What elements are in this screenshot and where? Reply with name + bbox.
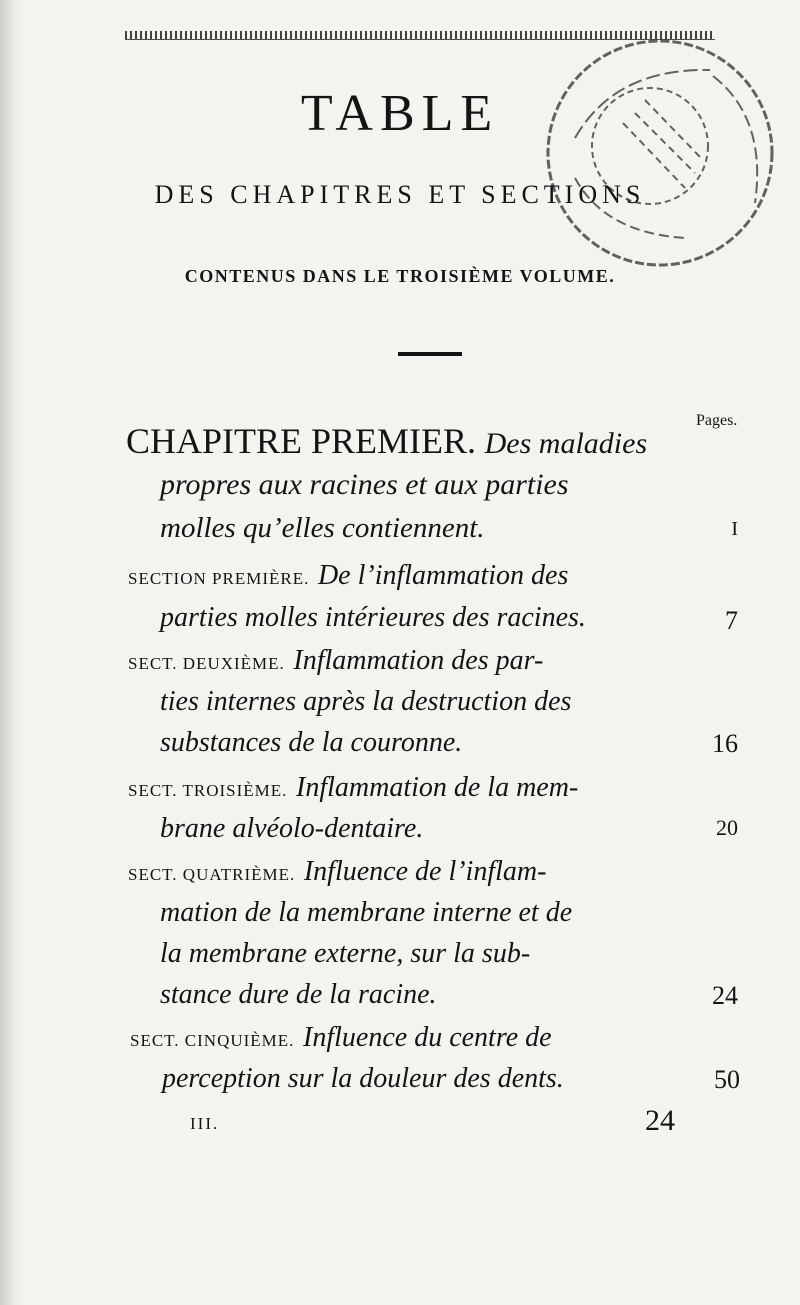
toc-entry-1-page: I (731, 518, 738, 540)
toc-entry-5-title-2: mation de la membrane interne et de (160, 897, 573, 928)
pages-column-label: Pages. (696, 412, 738, 429)
toc-entry-6-line-1 (130, 1022, 552, 1054)
toc-entry-4-title-1: Inflammation de la mem- (296, 772, 579, 803)
toc-entry-5-page: 24 (712, 981, 738, 1010)
signature-mark: III. (190, 1114, 220, 1133)
toc-entry-1-lead: CHAPITRE PREMIER. (126, 421, 477, 461)
toc-entry-3-line-1 (128, 645, 543, 677)
toc-entry-4-title-2: brane alvéolo-dentaire. (160, 813, 424, 844)
toc-entry-6-page: 50 (714, 1065, 740, 1094)
toc-entry-6-title-1: Influence du centre de (303, 1022, 552, 1053)
toc-entry-3-title-1: Inflammation des par- (293, 645, 544, 676)
toc-entry-1-title-1: Des maladies (484, 427, 648, 460)
toc-entry-4-page: 20 (716, 815, 738, 840)
toc-entry-5-title-3: la membrane externe, sur la sub- (160, 938, 531, 969)
toc-entry-5-title-1: Influence de l’inflam- (303, 856, 547, 887)
toc-entry-2-line-1 (128, 560, 568, 592)
toc-entry-4-lead: SECT. TROISIÈME. (128, 781, 288, 800)
toc-entry-2-page: 7 (725, 606, 738, 635)
toc-entry-2-lead: SECTION PREMIÈRE. (128, 569, 310, 588)
toc-entry-5-lead: SECT. QUATRIÈME. (128, 865, 296, 884)
toc-entry-5-title-4: stance dure de la racine. (160, 979, 437, 1010)
toc-entry-1-line-1 (126, 420, 647, 462)
footer-page-number: 24 (645, 1104, 675, 1137)
toc-entry-5-line-1 (128, 856, 546, 888)
page-subtitle: DES CHAPITRES ET SECTIONS (154, 180, 646, 209)
toc-entry-3-title-3: substances de la couronne. (160, 727, 463, 758)
title-divider (398, 352, 462, 356)
toc-entry-3-page: 16 (712, 729, 738, 758)
toc-entry-1-title-3: molles qu’elles contiennent. (160, 512, 485, 544)
toc-entry-6-title-2: perception sur la douleur des dents. (162, 1063, 564, 1094)
toc-entry-4-line-1 (128, 772, 578, 804)
library-stamp (535, 28, 785, 278)
page-title: TABLE (300, 85, 500, 142)
toc-entry-2-title-2: parties molles intérieures des racines. (160, 602, 586, 633)
toc-entry-6-lead: SECT. CINQUIÈME. (130, 1031, 295, 1050)
page-subtitle-volume: CONTENUS DANS LE TROISIÈME VOLUME. (184, 266, 616, 286)
toc-entry-3-lead: SECT. DEUXIÈME. (128, 654, 285, 673)
toc-entry-3-title-2: ties internes après la destruction des (160, 686, 572, 717)
toc-entry-2-title-1: De l’inflammation des (317, 560, 569, 591)
toc-entry-1-title-2: propres aux racines et aux parties (160, 468, 569, 501)
